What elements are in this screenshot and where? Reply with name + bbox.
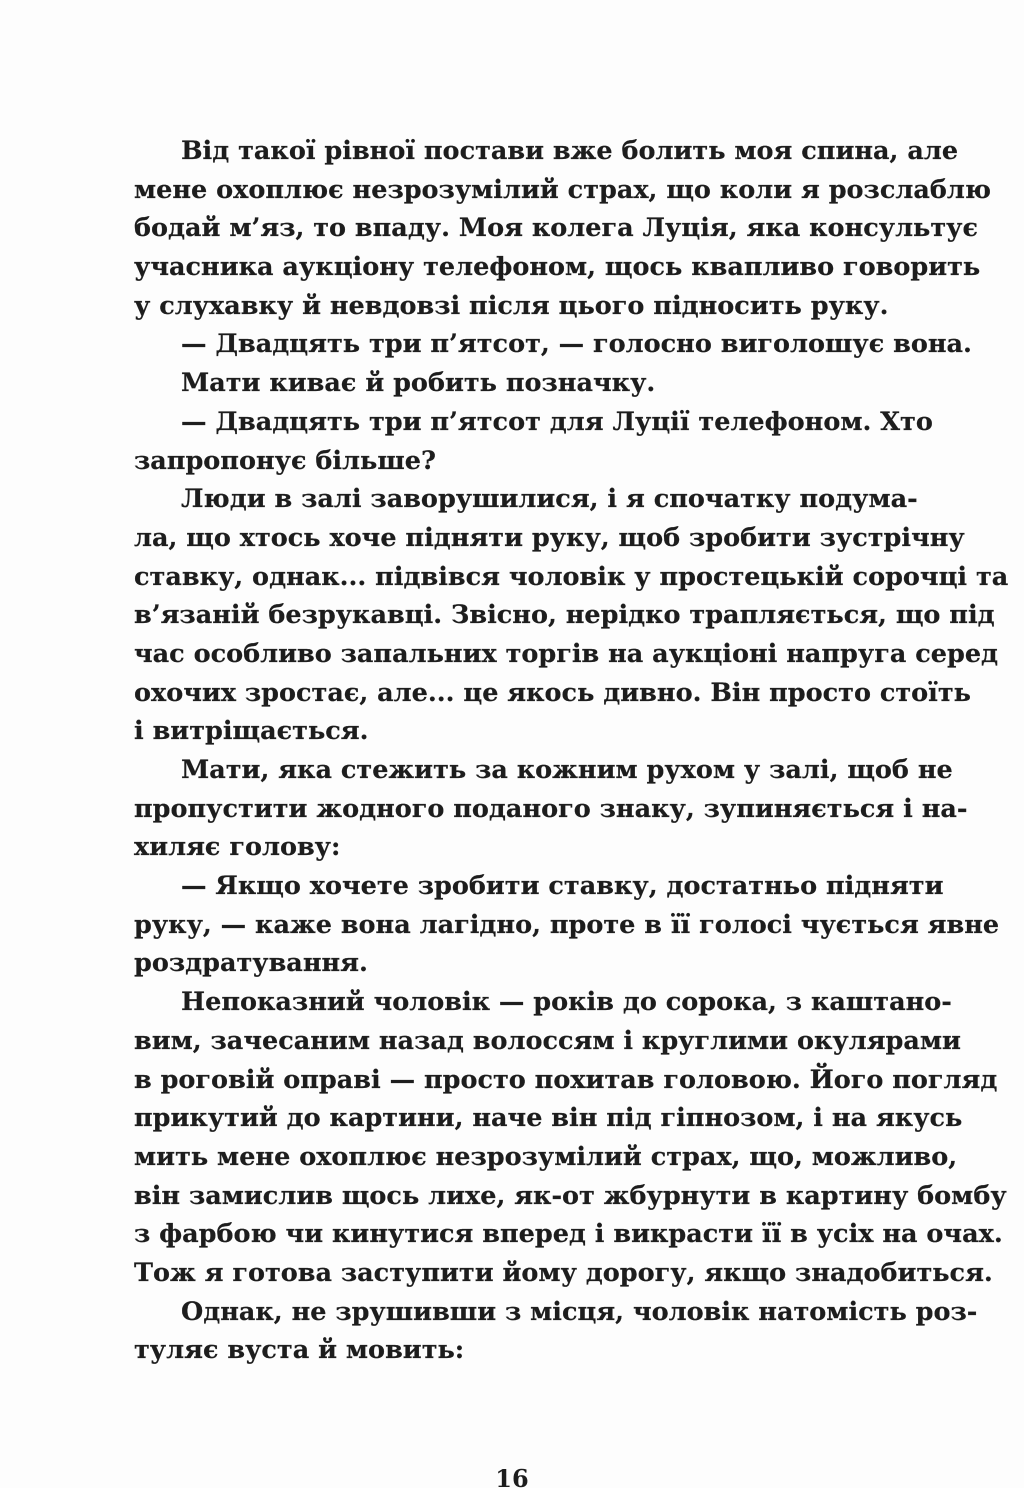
text-line: мить мене охоплює незрозумілий страх, що, можливо, (134, 1141, 958, 1172)
text-line: пропустити жодного поданого знаку, зупиняється і на- (134, 793, 968, 824)
text-line: в роговій оправі — просто похитав головою. Його погляд (134, 1064, 998, 1095)
text-line: прикутий до картини, наче він під гіпнозом, і на якусь (134, 1103, 963, 1134)
text-line: роздратування. (134, 948, 368, 979)
text-line: мене охоплює незрозумілий страх, що коли я розслаблю (134, 174, 991, 205)
text-line: час особливо запальних торгів на аукціоні напруга серед (134, 638, 999, 669)
text-line: Люди в залі заворушилися, і я спочатку подума- (181, 484, 918, 515)
text-line: з фарбою чи кинутися вперед і викрасти її в усіх на очах. (134, 1219, 1003, 1250)
text-line: — Двадцять три п’ятсот, — голосно виголошує вона. (181, 329, 972, 360)
page-number: 16 (495, 1464, 529, 1493)
text-line: в’язаній безрукавці. Звісно, нерідко трапляється, що під (134, 600, 995, 631)
text-line: бодай м’яз, то впаду. Моя колега Луція, яка консультує (134, 213, 979, 244)
body-text (134, 132, 1009, 1370)
text-line: він замислив щось лихе, як-от жбурнути в картину бомбу (134, 1180, 1007, 1211)
text-line: Однак, не зрушивши з місця, чоловік натомість роз- (181, 1296, 978, 1327)
text-line: туляє вуста й мовить: (134, 1335, 465, 1366)
text-line: у слухавку й невдовзі після цього підносить руку. (134, 290, 889, 321)
text-line: охочих зростає, але... це якось дивно. Він просто стоїть (134, 677, 971, 708)
text-line: і витріщається. (134, 716, 369, 747)
text-line: учасника аукціону телефоном, щось квапливо говорить (134, 252, 981, 283)
text-line: руку, — каже вона лагідно, проте в її голосі чується явне (134, 909, 1000, 940)
text-line: — Якщо хочете зробити ставку, достатньо підняти (181, 871, 944, 902)
text-line: запропонує більше? (134, 445, 436, 476)
text-line: Мати киває й робить позначку. (181, 368, 656, 399)
text-line: хиляє голову: (134, 832, 341, 863)
text-line: Тож я готова заступити йому дорогу, якщо знадобиться. (134, 1257, 993, 1288)
text-line: ставку, однак... підвівся чоловік у простецькій сорочці та (134, 561, 1009, 592)
text-line: — Двадцять три п’ятсот для Луції телефоном. Хто (181, 406, 933, 437)
text-line: Від такої рівної постави вже болить моя спина, але (181, 136, 959, 166)
text-line: вим, зачесаним назад волоссям і круглими окулярами (134, 1025, 961, 1056)
text-line: Непоказний чоловік — років до сорока, з каштано- (181, 987, 952, 1018)
text-line: Мати, яка стежить за кожним рухом у залі, щоб не (181, 755, 953, 785)
text-line: ла, що хтось хоче підняти руку, щоб зробити зустрічну (134, 522, 965, 553)
